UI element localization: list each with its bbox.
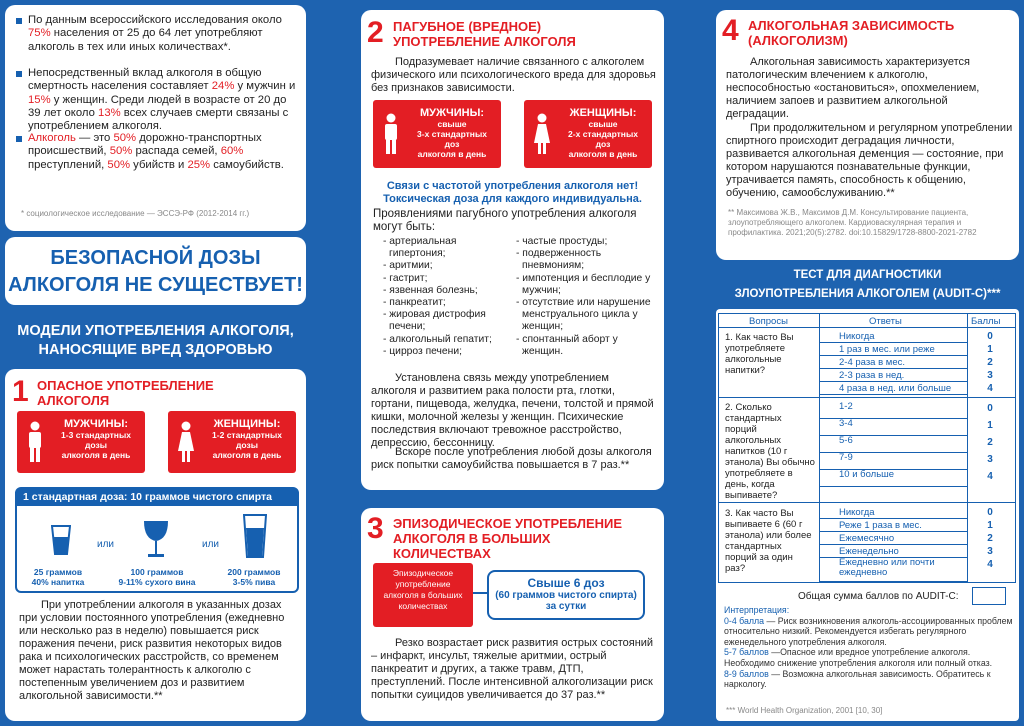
- total-score-input[interactable]: [972, 587, 1006, 605]
- models-title-line: НАНОСЯЩИЕ ВРЕД ЗДОРОВЬЮ: [38, 342, 273, 358]
- stats-panel: [5, 5, 306, 231]
- who-reference: *** World Health Organization, 2001 [10, 30]: [726, 706, 883, 715]
- woman-icon: [176, 421, 196, 463]
- answer-option[interactable]: 4 раза в нед. или больше: [819, 382, 967, 395]
- or-label: или: [202, 539, 220, 550]
- list-item: - язвенная болезнь;: [383, 284, 478, 296]
- list-item: - импотенция и бесплодие у мужчин;: [516, 272, 651, 296]
- women-dose-box: ЖЕНЩИНЫ: 1-2 стандартных дозы алкоголя в день: [168, 411, 296, 473]
- dose-caption-vodka: 25 граммов 40% напитка: [31, 567, 85, 587]
- bullet: [16, 18, 22, 24]
- answer-option[interactable]: 5-6: [819, 436, 967, 453]
- standard-dose-box: [15, 487, 299, 593]
- answer-score: 2: [987, 357, 993, 368]
- list-item: - артериальная гипертония;: [383, 236, 457, 260]
- section-number: 4: [722, 14, 739, 47]
- answer-option[interactable]: Ежедневно или почти ежедневно: [819, 558, 967, 582]
- list-item: - цирроз печени;: [383, 345, 462, 357]
- section-3-panel: [361, 508, 664, 721]
- answer-option[interactable]: Ежемесячно: [819, 532, 967, 545]
- dose-caption-wine: 100 граммов 9-11% сухого вина: [118, 567, 196, 587]
- col-questions: Вопросы: [749, 316, 788, 327]
- test-title-line: ТЕСТ ДЛЯ ДИАГНОСТИКИ: [793, 269, 942, 281]
- or-label: или: [97, 539, 115, 550]
- answer-score: 1: [987, 344, 993, 355]
- answer-option[interactable]: Еженедельно: [819, 545, 967, 558]
- answer-score: 4: [987, 559, 993, 570]
- wine-glass-icon: [142, 519, 170, 559]
- manifestations-title: Проявлениями пагубного употребления алкоголя могут быть:: [373, 208, 637, 234]
- answer-option[interactable]: Никогда: [819, 506, 967, 519]
- man-icon: [381, 113, 401, 155]
- answer-option[interactable]: 3-4: [819, 419, 967, 436]
- answer-score: 4: [987, 471, 993, 482]
- answer-score: 3: [987, 454, 993, 465]
- footnote: * социологическое исследование — ЭССЭ-РФ (2012-2014 гг.): [21, 209, 250, 218]
- answer-option[interactable]: Реже 1 раза в мес.: [819, 519, 967, 532]
- audit-table: [718, 313, 1016, 583]
- section-2-text-1: Установлена связь между употреблением алкоголя и развитием рака полости рта, глотки, гортани, пищевода, желудка, печени, толстой и прямой кишки, молочной железы у женщин. Психические последствия включают тревожное расстройство, депрессию, бессонницу.: [371, 372, 654, 449]
- reference: ** Максимова Ж.В., Максимов Д.М. Консультирование пациента, злоупотребляющего алкоголем. Кардиоваскулярная терапия и профилактика. 2021;20(5):2782. doi:10.15829/1728-8800-2021-2782: [728, 208, 977, 237]
- banner-line-1: БЕЗОПАСНОЙ ДОЗЫ: [50, 247, 261, 269]
- list-item: - гастрит;: [383, 272, 428, 284]
- list-item: - алкогольный гепатит;: [383, 333, 492, 345]
- answer-score: 2: [987, 533, 993, 544]
- section-4-text-2: При продолжительном и регулярном употреблении спиртного происходит деградация личности, развивается алкогольная деменция — состояние, при котором нарушаются познавательные функции, утрачивается память, способность к общению, обучению, самообслуживанию.**: [726, 122, 1013, 199]
- question-2: 2. Сколько стандартных порций алкогольных напитков (10 г этанола) Вы обычно употребляете в день, когда выпиваете?: [725, 402, 815, 501]
- question-1: 1. Как часто Вы употребляете алкогольные напитки?: [725, 332, 794, 376]
- stat-paragraph-1: По данным всероссийского исследования около 75% населения от 25 до 64 лет употребляют алкоголь в тех или иных количествах*.: [28, 14, 282, 53]
- list-item: - панкреатит;: [383, 297, 446, 309]
- bullet: [16, 71, 22, 77]
- banner-line-2: АЛКОГОЛЯ НЕ СУЩЕСТВУЕТ!: [8, 274, 303, 296]
- answer-score: 3: [987, 546, 993, 557]
- models-title: [5, 322, 306, 360]
- answer-score: 3: [987, 370, 993, 381]
- answer-score: 0: [987, 507, 993, 518]
- manifestations-left: [383, 236, 513, 358]
- section-4-panel: [716, 10, 1019, 260]
- section-title: АЛКОГОЛЬНАЯ ЗАВИСИМОСТЬ (АЛКОГОЛИЗМ): [748, 18, 955, 48]
- list-item: - подверженность пневмониям;: [516, 248, 602, 272]
- answer-score: 1: [987, 420, 993, 431]
- answer-score: 4: [987, 383, 993, 394]
- section-title: ОПАСНОЕ УПОТРЕБЛЕНИЕ АЛКОГОЛЯ: [37, 378, 214, 408]
- beer-glass-icon: [243, 514, 267, 558]
- list-item: - аритмии;: [383, 260, 433, 272]
- test-title-line: ЗЛОУПОТРЕБЛЕНИЯ АЛКОГОЛЕМ (AUDIT-C)***: [734, 288, 1001, 300]
- section-2-intro: Подразумевает наличие связанного с алкоголем физического или психологического вреда для здоровья без признаков зависимости.: [371, 56, 656, 94]
- col-answers: Ответы: [869, 316, 902, 327]
- section-title: ПАГУБНОЕ (ВРЕДНОЕ) УПОТРЕБЛЕНИЕ АЛКОГОЛЯ: [393, 19, 576, 49]
- list-item: - спонтанный аборт у женщин.: [516, 333, 618, 357]
- stat-paragraph-2: Непосредственный вклад алкоголя в общую смертность населения составляет 24% у мужчин и 15% у женщин. Среди людей в возрасте от 20 до 39 лет около 13% всех случаев смерти связаны с употреблением алкоголя.: [28, 67, 296, 133]
- men-dose-box: МУЖЧИНЫ: 1-3 стандартных дозы алкоголя в день: [17, 411, 145, 473]
- total-score-label: Общая сумма баллов по AUDIT-C:: [798, 591, 959, 602]
- section-title: ЭПИЗОДИЧЕСКОЕ УПОТРЕБЛЕНИЕ АЛКОГОЛЯ В БОЛЬШИХ КОЛИЧЕСТВАХ: [393, 516, 623, 561]
- answer-score: 0: [987, 403, 993, 414]
- men-dose-box: МУЖЧИНЫ: свыше 3-х стандартных доз алкоголя в день: [373, 100, 501, 168]
- stat-paragraph-3: Алкоголь — это 50% дорожно-транспортных происшествий, 50% распада семей, 60% преступлений, 50% убийств и 25% самоубийств.: [28, 132, 284, 171]
- episodic-box: Эпизодическое употребление алкоголя в больших количествах: [373, 563, 473, 627]
- answer-option[interactable]: 2-3 раза в нед.: [819, 369, 967, 382]
- banner: [5, 237, 306, 305]
- section-number: 2: [367, 16, 384, 49]
- section-number: 1: [12, 375, 29, 408]
- test-title: [716, 266, 1019, 304]
- answer-score: 0: [987, 331, 993, 342]
- dose-limit-box: Свыше 6 доз (60 граммов чистого спирта) за сутки: [487, 570, 645, 620]
- section-number: 3: [367, 512, 384, 545]
- list-item: - частые простуды;: [516, 236, 608, 247]
- models-title-line: МОДЕЛИ УПОТРЕБЛЕНИЯ АЛКОГОЛЯ,: [17, 323, 294, 339]
- section-2-text-2: Вскоре после употребления любой дозы алкоголя риск попытки самоубийства повышается в 7 раз.**: [371, 446, 652, 471]
- answer-option[interactable]: 2-4 раза в мес.: [819, 356, 967, 369]
- shot-glass-icon: [51, 525, 71, 555]
- section-2-panel: [361, 10, 664, 490]
- answer-option[interactable]: 1 раз в мес. или реже: [819, 343, 967, 356]
- woman-icon: [532, 113, 552, 155]
- answer-option[interactable]: 7-9: [819, 453, 967, 470]
- bullet: [16, 136, 22, 142]
- question-3: 3. Как часто Вы выпиваете 6 (60 г этанола) или более стандартных порций за один раз?: [725, 508, 812, 574]
- standard-dose-header: 1 стандартная доза: 10 граммов чистого спирта: [17, 489, 297, 506]
- answer-score: 2: [987, 437, 993, 448]
- man-icon: [25, 421, 45, 463]
- section-4-text-1: Алкогольная зависимость характеризуется патологическим влечением к алкоголю, неспособностью «остановиться», опохмелением, наличием запоев и развитием алкогольной деградации.: [726, 56, 980, 120]
- section-1-text: При употреблении алкоголя в указанных дозах при условии постоянного употребления (ежедневно или несколько раз в неделю) повышается риск поражения печени, риск развития некоторых видов рака и психологических расстройств, со временем может нарастать толерантность к алкоголю с постепенным увеличением доз и развитием алкогольной зависимости.**: [19, 599, 285, 702]
- list-item: - отсутствие или нарушение менструального цикла у женщин;: [516, 297, 651, 333]
- answer-score: 1: [987, 520, 993, 531]
- manifestations-right: [516, 236, 656, 358]
- section-1-panel: [5, 369, 306, 721]
- women-dose-box: ЖЕНЩИНЫ: свыше 2-х стандартных доз алкоголя в день: [524, 100, 652, 168]
- answer-option[interactable]: 10 и больше: [819, 470, 967, 487]
- warning: Связи с частотой употребления алкоголя нет! Токсическая доза для каждого индивидуальна.: [383, 180, 642, 205]
- col-scores: Баллы: [971, 316, 1001, 327]
- answer-option[interactable]: Никогда: [819, 330, 967, 343]
- list-item: - жировая дистрофия печени;: [383, 309, 486, 333]
- answer-option[interactable]: 1-2: [819, 402, 967, 419]
- section-3-text: Резко возрастает риск развития острых состояний – инфаркт, инсульт, тяжелые аритмии, острый панкреатит и других, а также травм, ДТП, преступлений. После интенсивной алкоголизации риск попытки суицидов увеличивается до 37 раз.**: [371, 637, 654, 701]
- dose-caption-beer: 200 граммов 3-5% пива: [227, 567, 281, 587]
- interpretation: Интерпретация: 0-4 балла — Риск возникновения алкоголь-ассоциированных проблем относительно низкий. Рекомендуется избегать регулярного еженедельного употребления алкоголя. 5-7 баллов —Опасное или вредное употребление алкоголя. Необходимо снижение употребления алкоголя или полный отказ. 8-9 баллов — Возможна алкогольная зависимость. Обратитесь к наркологу.: [724, 605, 1013, 690]
- audit-panel: [716, 309, 1019, 721]
- arrow-icon: [473, 592, 487, 594]
